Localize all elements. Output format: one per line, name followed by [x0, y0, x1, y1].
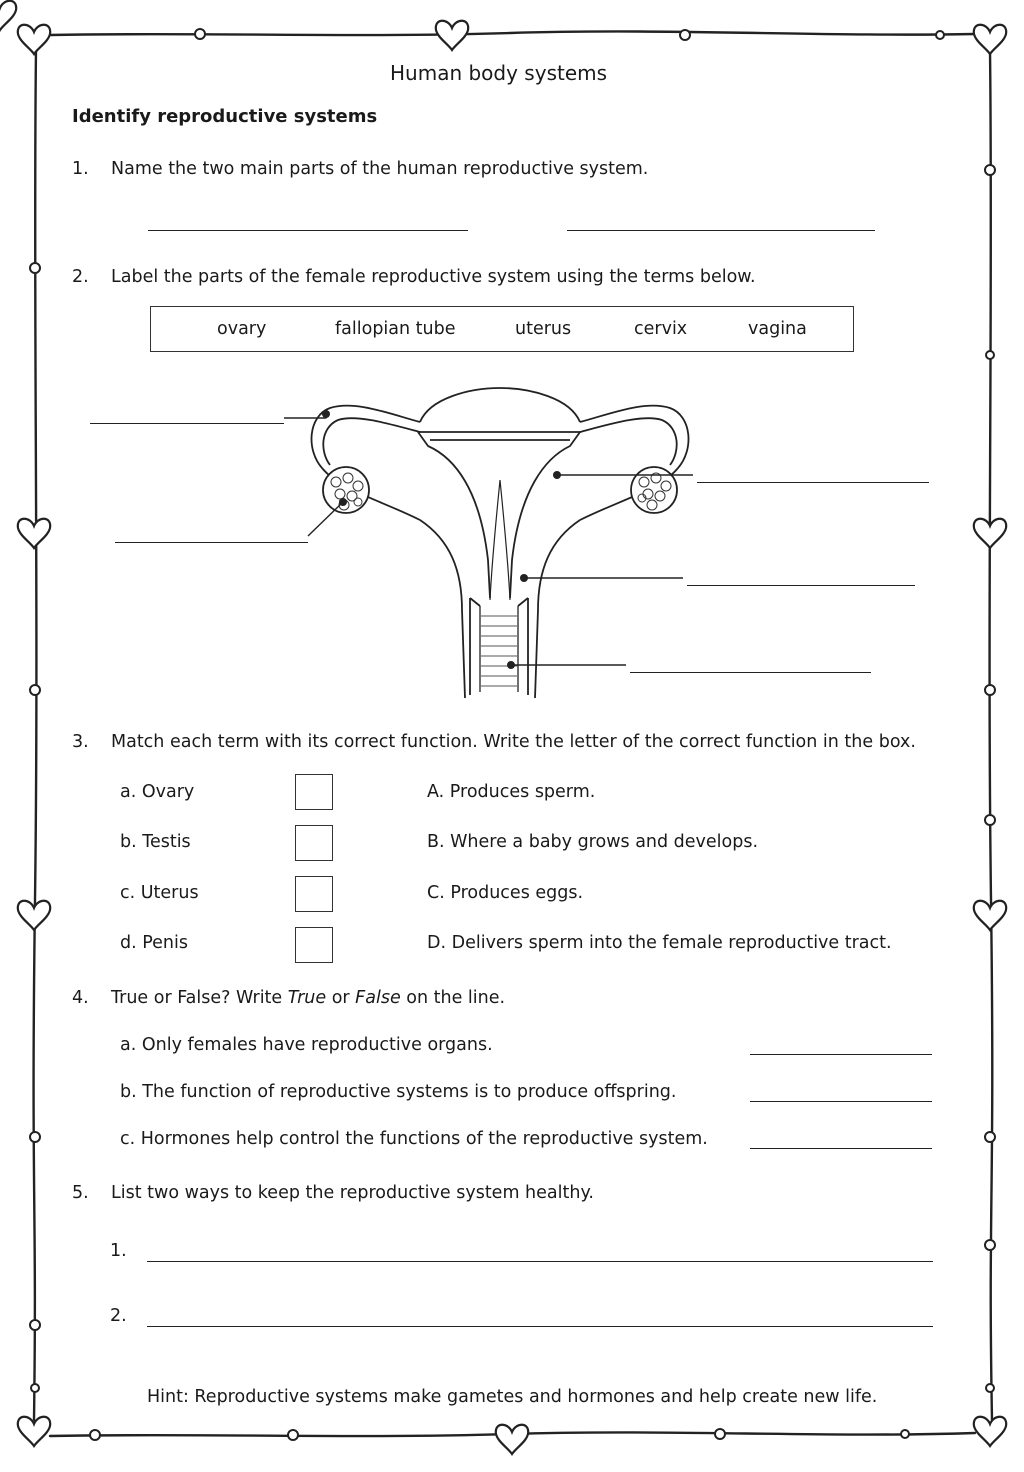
q5-answer-line-2[interactable] [147, 1326, 933, 1327]
answer-box-a[interactable] [295, 774, 333, 810]
page-title: Human body systems [390, 61, 608, 85]
tf-statement-a: a. Only females have reproductive organs. [120, 1035, 493, 1055]
q5-number: 5. [72, 1183, 89, 1203]
q5-text: List two ways to keep the reproductive system healthy. [111, 1183, 594, 1203]
q4-number: 4. [72, 988, 89, 1008]
q2-number: 2. [72, 267, 89, 287]
q4-text: True or False? Write True or False on the line. [111, 988, 506, 1008]
tf-answer-line-a[interactable] [750, 1054, 932, 1055]
q3-text: Match each term with its correct function. Write the letter of the correct function in the box. [111, 732, 916, 752]
function-C: C. Produces eggs. [427, 883, 584, 903]
term-uterus: uterus [515, 319, 572, 339]
function-B: B. Where a baby grows and develops. [427, 832, 759, 852]
function-A: A. Produces sperm. [427, 782, 596, 802]
answer-box-b[interactable] [295, 825, 333, 861]
answer-box-c[interactable] [295, 876, 333, 912]
label-line-4[interactable] [687, 585, 915, 586]
function-D: D. Delivers sperm into the female reproductive tract. [427, 933, 892, 953]
match-term-d: d. Penis [120, 933, 189, 953]
term-ovary: ovary [217, 319, 267, 339]
tf-answer-line-c[interactable] [750, 1148, 932, 1149]
section-heading: Identify reproductive systems [72, 106, 378, 127]
q5-answer-line-1[interactable] [147, 1261, 933, 1262]
hint-text: Hint: Reproductive systems make gametes and hormones and help create new life. [147, 1387, 878, 1407]
term-vagina: vagina [748, 319, 807, 339]
tf-answer-line-b[interactable] [750, 1101, 932, 1102]
match-term-b: b. Testis [120, 832, 191, 852]
label-line-2[interactable] [115, 542, 308, 543]
q3-number: 3. [72, 732, 89, 752]
q5-item-1: 1. [110, 1241, 127, 1261]
label-line-3[interactable] [697, 482, 929, 483]
match-term-c: c. Uterus [120, 883, 199, 903]
q2-text: Label the parts of the female reproductive system using the terms below. [111, 267, 756, 287]
tf-statement-c: c. Hormones help control the functions of the reproductive system. [120, 1129, 708, 1149]
label-line-5[interactable] [630, 672, 871, 673]
match-term-a: a. Ovary [120, 782, 195, 802]
term-fallopian-tube: fallopian tube [335, 319, 456, 339]
q1-number: 1. [72, 159, 89, 179]
term-cervix: cervix [634, 319, 688, 339]
q1-text: Name the two main parts of the human reproductive system. [111, 159, 649, 179]
q5-item-2: 2. [110, 1306, 127, 1326]
label-line-1[interactable] [90, 423, 284, 424]
tf-statement-b: b. The function of reproductive systems is to produce offspring. [120, 1082, 677, 1102]
answer-box-d[interactable] [295, 927, 333, 963]
